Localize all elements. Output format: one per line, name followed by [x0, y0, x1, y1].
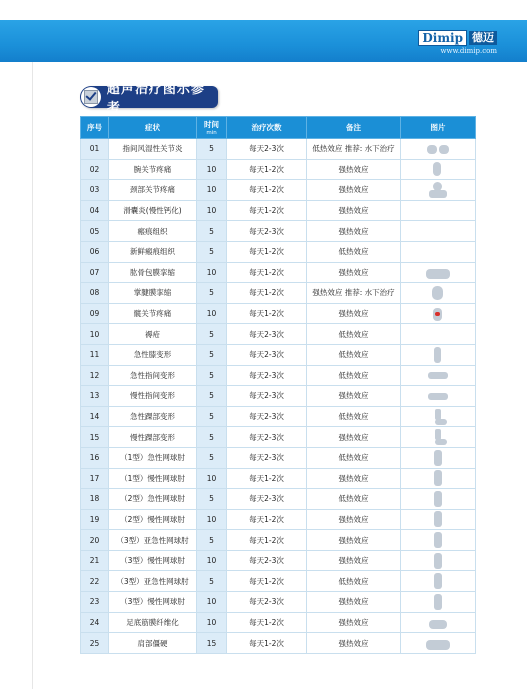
row-note: 强热效应	[307, 468, 401, 489]
row-time: 15	[197, 633, 227, 654]
row-note: 强热效应	[307, 592, 401, 613]
brand-url: www.dimip.com	[440, 47, 497, 55]
row-time: 10	[197, 592, 227, 613]
row-symptom: 肱骨包膜挛缩	[109, 262, 197, 283]
row-count: 每天1-2次	[227, 303, 307, 324]
row-note: 强热效应 推荐: 水下治疗	[307, 283, 401, 304]
row-no: 19	[81, 509, 109, 530]
table-row	[81, 489, 476, 510]
row-symptom: 颈部关节疼痛	[109, 180, 197, 201]
row-no: 21	[81, 550, 109, 571]
row-picture	[401, 139, 476, 160]
row-picture	[401, 386, 476, 407]
row-note: 低热效应	[307, 406, 401, 427]
header-count: 治疗次数	[227, 117, 307, 139]
row-no: 15	[81, 427, 109, 448]
row-symptom: 瘢痕组织	[109, 221, 197, 242]
row-note: 强热效应	[307, 180, 401, 201]
row-count: 每天2-3次	[227, 221, 307, 242]
brand-logo	[418, 30, 497, 56]
row-time: 10	[197, 550, 227, 571]
row-time: 10	[197, 159, 227, 180]
row-symptom: 腕关节疼痛	[109, 159, 197, 180]
neck-icon	[423, 182, 453, 198]
row-no: 16	[81, 447, 109, 468]
table-row	[81, 468, 476, 489]
table-row	[81, 303, 476, 324]
finger-joints-icon	[423, 141, 453, 157]
row-symptom: （3型）慢性网球肘	[109, 592, 197, 613]
elbow-icon	[423, 470, 453, 486]
ankle-icon	[423, 409, 453, 425]
row-no: 18	[81, 489, 109, 510]
row-no: 20	[81, 530, 109, 551]
row-note: 强热效应	[307, 200, 401, 221]
row-symptom: （2型）慢性网球肘	[109, 509, 197, 530]
elbow-icon	[423, 594, 453, 610]
hand-icon	[423, 388, 453, 404]
row-symptom: 慢性踝部变形	[109, 427, 197, 448]
treatment-table	[80, 116, 476, 654]
row-time: 5	[197, 139, 227, 160]
row-count: 每天2-3次	[227, 427, 307, 448]
row-time: 5	[197, 427, 227, 448]
table-row	[81, 139, 476, 160]
row-picture	[401, 468, 476, 489]
row-note: 低热效应	[307, 447, 401, 468]
row-time: 5	[197, 241, 227, 262]
row-note: 强热效应	[307, 262, 401, 283]
row-time: 5	[197, 221, 227, 242]
header-symptom: 症状	[109, 117, 197, 139]
row-no: 04	[81, 200, 109, 221]
row-time: 5	[197, 324, 227, 345]
row-note: 强热效应	[307, 633, 401, 654]
row-symptom: 急性指间变形	[109, 365, 197, 386]
row-no: 03	[81, 180, 109, 201]
brand-logo-en: Dimip	[418, 30, 467, 46]
row-no: 11	[81, 344, 109, 365]
row-time: 10	[197, 612, 227, 633]
row-count: 每天1-2次	[227, 200, 307, 221]
row-picture	[401, 447, 476, 468]
table-header-row	[81, 117, 476, 139]
row-no: 02	[81, 159, 109, 180]
table-row	[81, 200, 476, 221]
table-row	[81, 262, 476, 283]
row-note: 强热效应	[307, 612, 401, 633]
table-row	[81, 592, 476, 613]
shoulder-icon	[423, 635, 453, 651]
row-picture	[401, 633, 476, 654]
row-time: 5	[197, 283, 227, 304]
row-picture	[401, 571, 476, 592]
row-symptom: （1型）急性网球肘	[109, 447, 197, 468]
table-row	[81, 612, 476, 633]
table-row	[81, 283, 476, 304]
row-symptom: （3型）亚急性网球肘	[109, 530, 197, 551]
row-count: 每天2-3次	[227, 447, 307, 468]
row-time: 5	[197, 386, 227, 407]
row-count: 每天1-2次	[227, 633, 307, 654]
row-symptom: 慢性指间变形	[109, 386, 197, 407]
section-title: 超声治疗图示参考	[106, 82, 205, 116]
row-count: 每天1-2次	[227, 530, 307, 551]
row-picture	[401, 612, 476, 633]
row-count: 每天1-2次	[227, 180, 307, 201]
row-note: 低热效应	[307, 365, 401, 386]
row-count: 每天2-3次	[227, 139, 307, 160]
row-no: 13	[81, 386, 109, 407]
elbow-icon	[423, 573, 453, 589]
row-note: 强热效应	[307, 427, 401, 448]
header-time-unit: min	[206, 130, 217, 136]
row-time: 10	[197, 180, 227, 201]
row-count: 每天1-2次	[227, 571, 307, 592]
row-time: 10	[197, 468, 227, 489]
row-count: 每天2-3次	[227, 489, 307, 510]
row-picture	[401, 427, 476, 448]
row-time: 5	[197, 406, 227, 427]
table-row	[81, 633, 476, 654]
row-no: 01	[81, 139, 109, 160]
table-row	[81, 530, 476, 551]
table-row	[81, 550, 476, 571]
row-note: 强热效应	[307, 386, 401, 407]
row-symptom: （3型）慢性网球肘	[109, 550, 197, 571]
row-time: 10	[197, 509, 227, 530]
row-count: 每天2-3次	[227, 324, 307, 345]
table-row	[81, 571, 476, 592]
elbow-icon	[423, 491, 453, 507]
row-no: 22	[81, 571, 109, 592]
row-note: 强热效应	[307, 550, 401, 571]
row-count: 每天2-3次	[227, 592, 307, 613]
elbow-icon	[423, 450, 453, 466]
table-row	[81, 180, 476, 201]
row-note: 低热效应	[307, 324, 401, 345]
row-note: 强热效应	[307, 303, 401, 324]
row-no: 10	[81, 324, 109, 345]
row-no: 14	[81, 406, 109, 427]
row-count: 每天1-2次	[227, 283, 307, 304]
row-symptom: 髋关节疼痛	[109, 303, 197, 324]
palm-icon	[423, 285, 453, 301]
row-count: 每天1-2次	[227, 241, 307, 262]
row-note: 强热效应	[307, 159, 401, 180]
row-picture	[401, 406, 476, 427]
row-picture	[401, 365, 476, 386]
row-count: 每天2-3次	[227, 386, 307, 407]
row-symptom: 新鲜瘢痕组织	[109, 241, 197, 262]
row-picture	[401, 324, 476, 345]
row-time: 5	[197, 344, 227, 365]
header-time-label: 时间	[204, 120, 219, 129]
row-symptom: 指间风湿性关节炎	[109, 139, 197, 160]
row-time: 5	[197, 530, 227, 551]
row-time: 10	[197, 200, 227, 221]
row-note: 低热效应 推荐: 水下治疗	[307, 139, 401, 160]
table-row	[81, 386, 476, 407]
row-count: 每天1-2次	[227, 509, 307, 530]
table-row	[81, 241, 476, 262]
row-time: 5	[197, 489, 227, 510]
row-note: 低热效应	[307, 489, 401, 510]
row-picture	[401, 262, 476, 283]
row-picture	[401, 221, 476, 242]
row-picture	[401, 592, 476, 613]
row-no: 05	[81, 221, 109, 242]
table-row	[81, 159, 476, 180]
header-pic: 图片	[401, 117, 476, 139]
row-symptom: 褥疮	[109, 324, 197, 345]
row-symptom: 急性膝变形	[109, 344, 197, 365]
row-symptom: （3型）亚急性网球肘	[109, 571, 197, 592]
row-picture	[401, 550, 476, 571]
row-no: 06	[81, 241, 109, 262]
row-note: 低热效应	[307, 571, 401, 592]
table-row	[81, 447, 476, 468]
row-no: 07	[81, 262, 109, 283]
elbow-icon	[423, 532, 453, 548]
row-note: 强热效应	[307, 530, 401, 551]
row-no: 23	[81, 592, 109, 613]
table-row	[81, 365, 476, 386]
row-picture	[401, 159, 476, 180]
wrist-icon	[423, 161, 453, 177]
row-symptom: （1型）慢性网球肘	[109, 468, 197, 489]
hip-icon	[423, 306, 453, 322]
row-time: 10	[197, 262, 227, 283]
row-picture	[401, 200, 476, 221]
row-time: 5	[197, 365, 227, 386]
row-time: 5	[197, 571, 227, 592]
row-count: 每天2-3次	[227, 550, 307, 571]
table-row	[81, 406, 476, 427]
brand-logo-cn: 德迈	[469, 31, 497, 45]
row-symptom: 足底筋膜纤维化	[109, 612, 197, 633]
row-picture	[401, 180, 476, 201]
checkbox-icon	[81, 87, 101, 107]
row-symptom: （2型）急性网球肘	[109, 489, 197, 510]
table-row	[81, 509, 476, 530]
page-divider	[32, 62, 33, 689]
row-picture	[401, 241, 476, 262]
row-symptom: 急性踝部变形	[109, 406, 197, 427]
row-count: 每天1-2次	[227, 262, 307, 283]
row-time: 5	[197, 447, 227, 468]
row-picture	[401, 530, 476, 551]
row-count: 每天1-2次	[227, 612, 307, 633]
row-note: 低热效应	[307, 241, 401, 262]
row-picture	[401, 489, 476, 510]
row-no: 08	[81, 283, 109, 304]
shoulder-icon	[423, 264, 453, 280]
section-title-badge	[80, 82, 218, 116]
row-count: 每天1-2次	[227, 468, 307, 489]
row-time: 10	[197, 303, 227, 324]
row-count: 每天2-3次	[227, 344, 307, 365]
row-no: 09	[81, 303, 109, 324]
row-no: 25	[81, 633, 109, 654]
row-no: 24	[81, 612, 109, 633]
table-row	[81, 221, 476, 242]
table-row	[81, 427, 476, 448]
knee-icon	[423, 347, 453, 363]
ankle-icon	[423, 429, 453, 445]
header-no: 序号	[81, 117, 109, 139]
row-picture	[401, 303, 476, 324]
elbow-icon	[423, 511, 453, 527]
row-symptom: 掌腱膜挛缩	[109, 283, 197, 304]
row-symptom: 肩部僵硬	[109, 633, 197, 654]
row-count: 每天1-2次	[227, 159, 307, 180]
row-note: 强热效应	[307, 509, 401, 530]
hand-icon	[423, 367, 453, 383]
header-time	[197, 117, 227, 139]
row-picture	[401, 283, 476, 304]
elbow-icon	[423, 553, 453, 569]
row-no: 12	[81, 365, 109, 386]
table-row	[81, 324, 476, 345]
row-picture	[401, 509, 476, 530]
header-note: 备注	[307, 117, 401, 139]
row-picture	[401, 344, 476, 365]
row-no: 17	[81, 468, 109, 489]
table-row	[81, 344, 476, 365]
row-count: 每天2-3次	[227, 365, 307, 386]
row-count: 每天2-3次	[227, 406, 307, 427]
row-note: 强热效应	[307, 221, 401, 242]
row-note: 低热效应	[307, 344, 401, 365]
foot-icon	[423, 614, 453, 630]
row-symptom: 滑囊炎(慢性钙化)	[109, 200, 197, 221]
